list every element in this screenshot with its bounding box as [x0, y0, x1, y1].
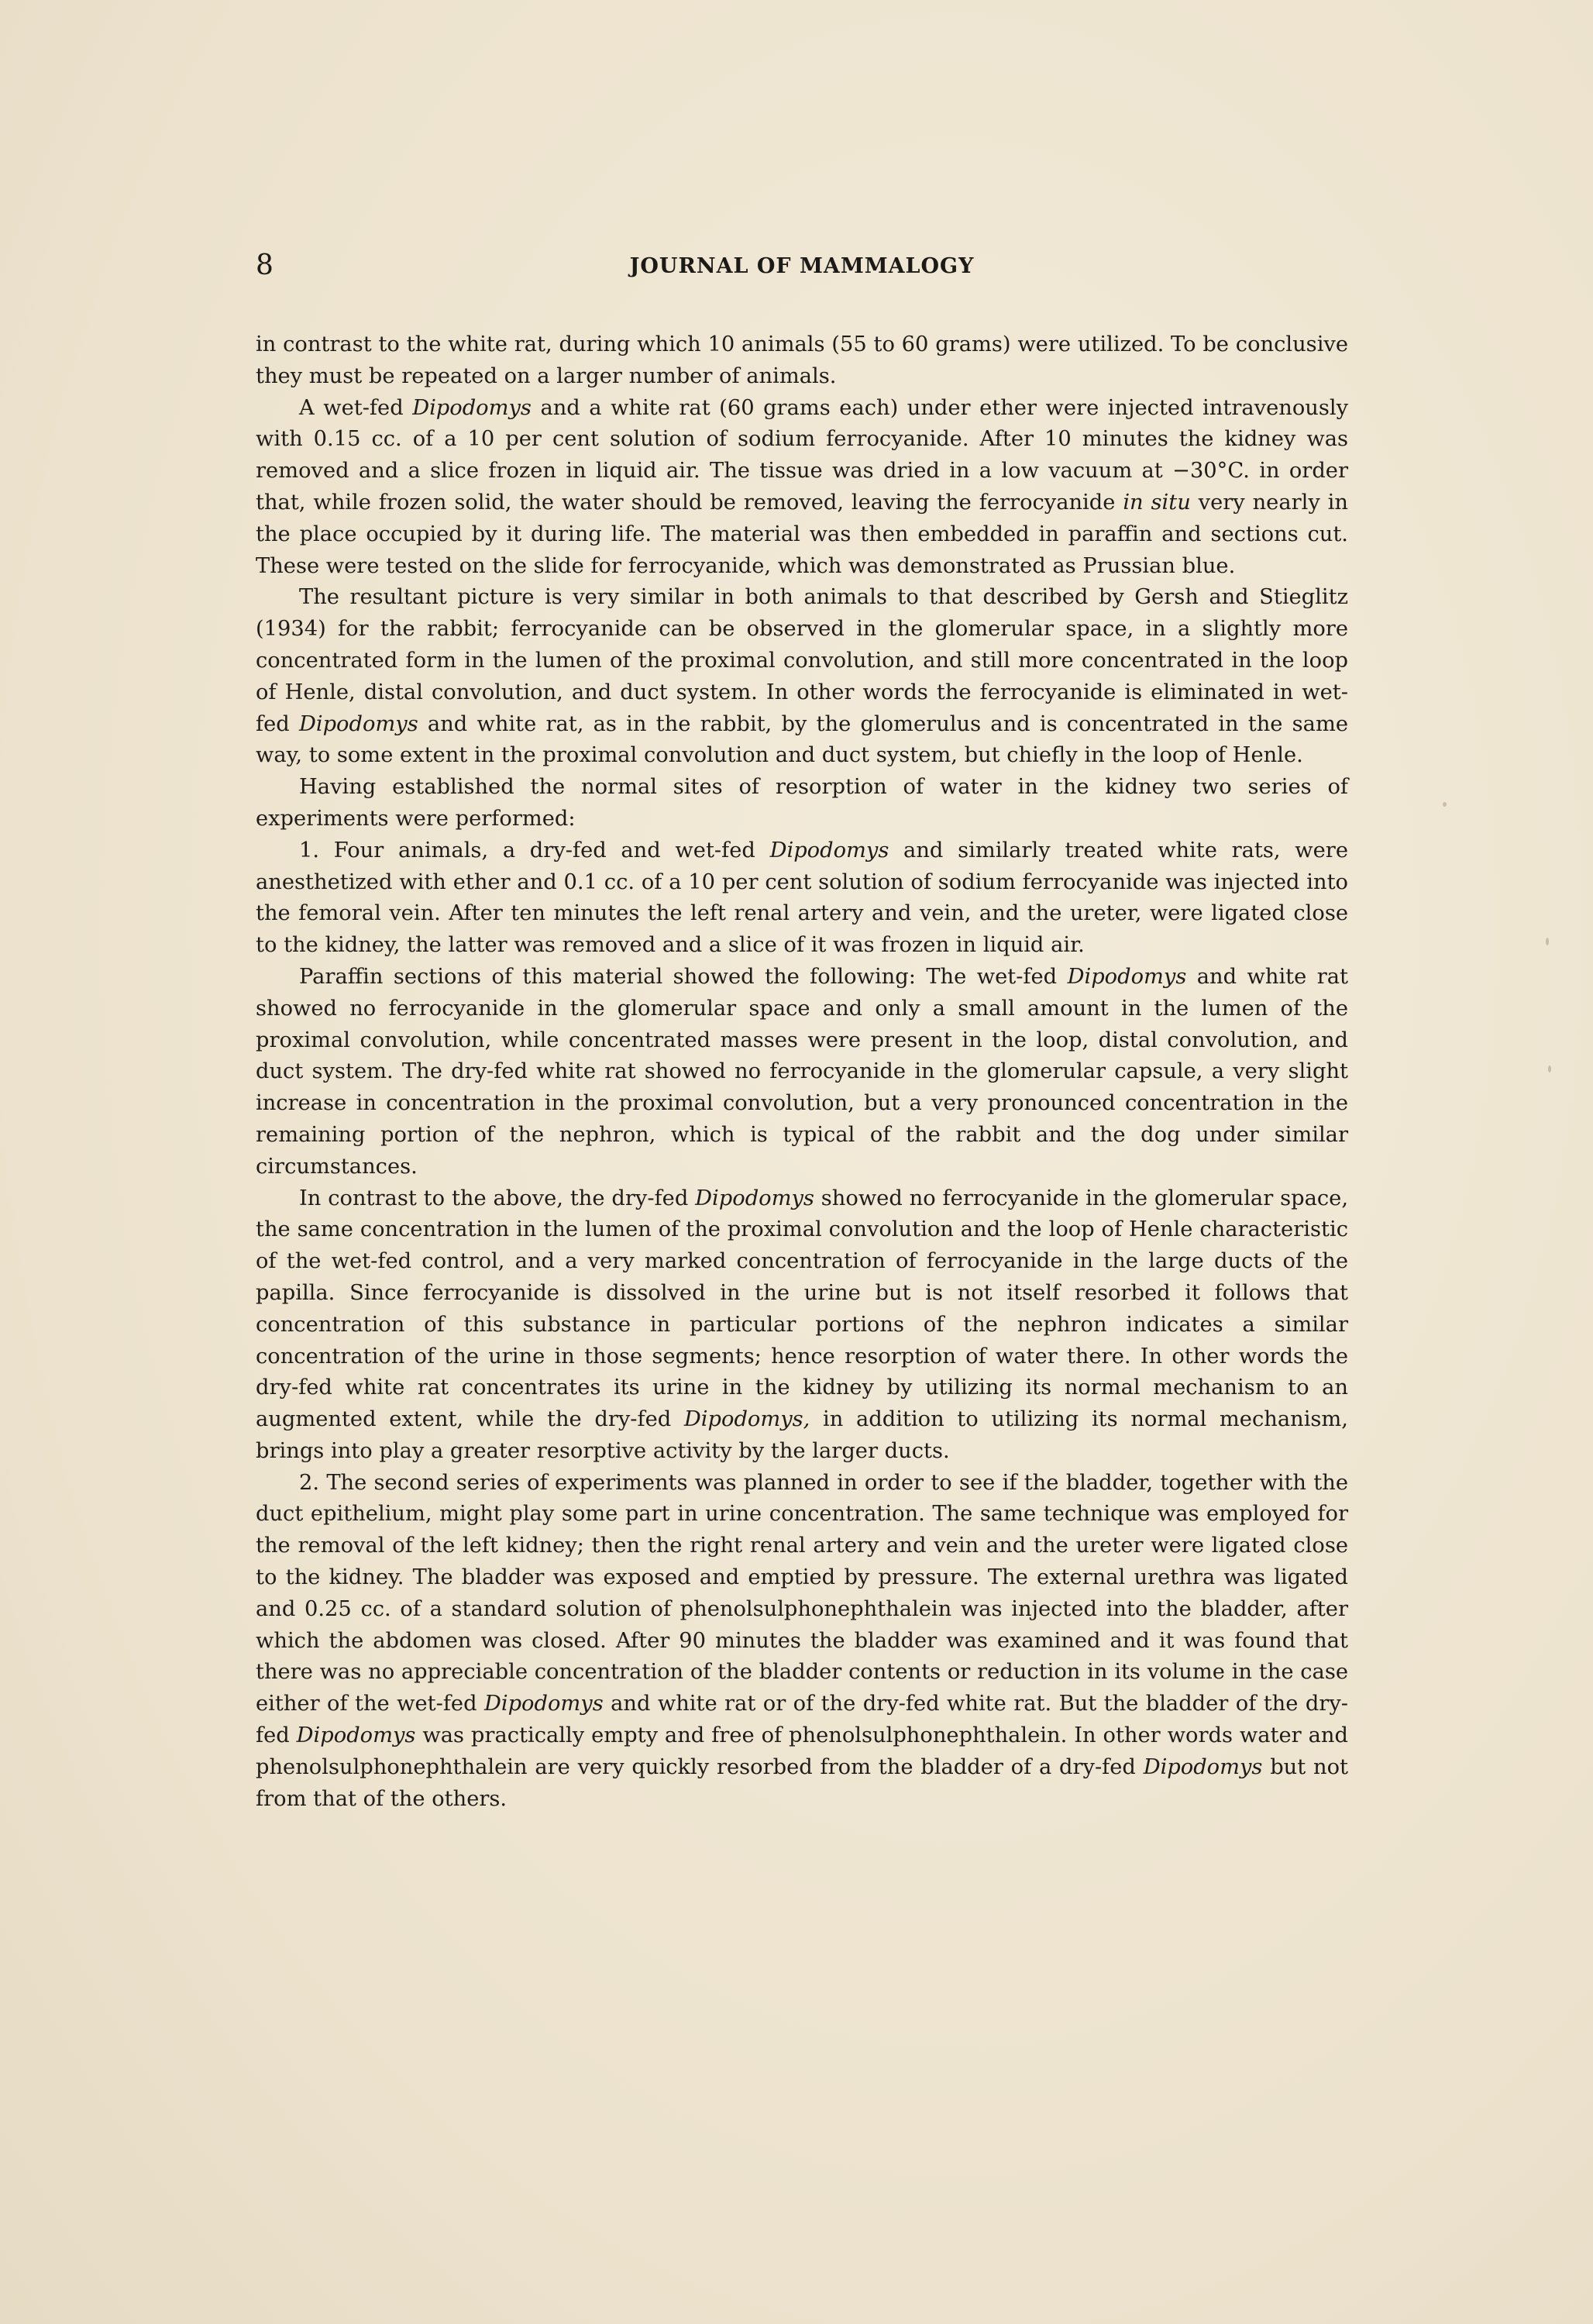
paper-speck [1546, 938, 1549, 945]
italic-text: Dipodomys [769, 838, 889, 862]
paragraph [256, 835, 1348, 962]
text-run: and white rat, as in the rabbit, by the glomerulus and is concentrated in the same way, to some extent in the proximal convolution and duct system, but chiefly in the loop of Henle. [256, 711, 1348, 768]
paragraph [256, 1183, 1348, 1468]
italic-text: Dipodomys [296, 1723, 416, 1748]
text-run: and similarly treated white rats, were anesthetized with ether and 0.1 cc. of a 10 per cent solution of sodium ferrocyanide was injected into the femoral vein. After ten minutes the left renal artery and vein, and the ureter, were ligated close to the kidney, the latter was removed and a slice of it was frozen in liquid air. [256, 838, 1348, 958]
paragraph [256, 962, 1348, 1183]
italic-text: Dipodomys [483, 1692, 604, 1716]
paragraph [256, 393, 1348, 583]
text-run: 2. The second series of experiments was planned in order to see if the bladder, together with the duct epithelium, might play some part in urine concentration. The same technique was employed for the removal of the left kidney; then the right renal artery and vein and the ureter were ligated close to the kidney. The bladder was exposed and emptied by pressure. The external urethra was ligated and 0.25 cc. of a standard solution of phenolsulphonephthalein was injected into the bladder, after which the abdomen was closed. After 90 minutes the bladder was examined and it was found that there was no appreciable concentration of the bladder contents or reduction in its volume in the case either of the wet-fed [256, 1470, 1348, 1716]
paragraph [256, 329, 1348, 393]
italic-text: Dipodomys [298, 711, 418, 736]
text-run: 1. Four animals, a dry-fed and wet-fed [299, 838, 770, 862]
page-header [256, 250, 1348, 290]
text-run: Paraffin sections of this material showed the following: The wet-fed [299, 964, 1068, 989]
text-run: and white rat or of the dry-fed white rat. But the bladder of the dry-fed [256, 1692, 1348, 1748]
italic-text: Dipodomys [695, 1186, 814, 1210]
text-run: in addition to utilizing its normal mechanism, brings into play a greater resorptive activity by the larger ducts. [256, 1407, 1348, 1463]
text-run: In contrast to the above, the dry-fed [299, 1186, 696, 1210]
text-run: Having established the normal sites of resorption of water in the kidney two series of experiments were performed: [256, 775, 1348, 831]
running-title: JOURNAL OF MAMMALOGY [629, 254, 975, 278]
body-text [256, 329, 1348, 1815]
text-run: The resultant picture is very similar in both animals to that described by Gersh and Stieglitz (1934) for the rabbit; ferrocyanide can be observed in the glomerular space, in a slightly more concentrated form in the lumen of the proximal convolution, and still more concentrated in the loop of Henle, distal convolution, and duct system. In other words the ferrocyanide is eliminated in wet-fed [256, 585, 1348, 736]
italic-text: Dipodomys, [683, 1407, 810, 1432]
italic-text: Dipodomys [1067, 964, 1187, 989]
italic-text: in situ [1123, 490, 1191, 515]
text-run: A wet-fed [299, 395, 413, 420]
text-run: and a white rat (60 grams each) under ether were injected intravenously with 0.15 cc. of a 10 per cent solution of sodium ferrocyanide. After 10 minutes the kidney was removed and a slice frozen in liquid air. The tissue was dried in a low vacuum at −30°C. in order that, while frozen solid, the water should be removed, leaving the ferrocyanide [256, 395, 1348, 515]
text-run: very nearly in the place occupied by it during life. The material was then embedded in paraffin and sections cut. These were tested on the slide for ferrocyanide, which was demonstrated as Prussian blue. [256, 490, 1348, 578]
paper-speck [1548, 1066, 1551, 1072]
page-number: 8 [256, 250, 274, 281]
paragraph [256, 1468, 1348, 1816]
text-run: was practically empty and free of phenolsulphonephthalein. In other words water and phenolsulphonephthalein are very quickly resorbed from the bladder of a dry-fed [256, 1723, 1348, 1779]
text-run: but not from that of the others. [256, 1754, 1348, 1811]
text-run: and white rat showed no ferrocyanide in the glomerular space and only a small amount in the lumen of the proximal convolution, while concentrated masses were present in the loop, distal convolution, and duct system. The dry-fed white rat showed no ferrocyanide in the glomerular capsule, a very slight increase in concentration in the proximal convolution, but a very pronounced concentration in the remaining portion of the nephron, which is typical of the rabbit and the dog under similar circumstances. [256, 964, 1349, 1179]
italic-text: Dipodomys [412, 395, 532, 420]
text-run: showed no ferrocyanide in the glomerular space, the same concentration in the lumen of the proximal convolution and the loop of Henle characteristic of the wet-fed control, and a very marked concentration of ferrocyanide in the large ducts of the papilla. Since ferrocyanide is dissolved in the urine but is not itself resorbed it follows that concentration of this substance in particular portions of the nephron indicates a similar concentration of the urine in those segments; hence resorption of water there. In other words the dry-fed white rat concentrates its urine in the kidney by utilizing its normal mechanism to an augmented extent, while the dry-fed [256, 1186, 1348, 1432]
paragraph [256, 772, 1348, 835]
text-run: in contrast to the white rat, during which 10 animals (55 to 60 grams) were utilized. To be conclusive they must be repeated on a larger number of animals. [256, 332, 1348, 388]
paragraph [256, 582, 1348, 772]
italic-text: Dipodomys [1143, 1754, 1263, 1779]
paper-speck [1443, 802, 1447, 807]
